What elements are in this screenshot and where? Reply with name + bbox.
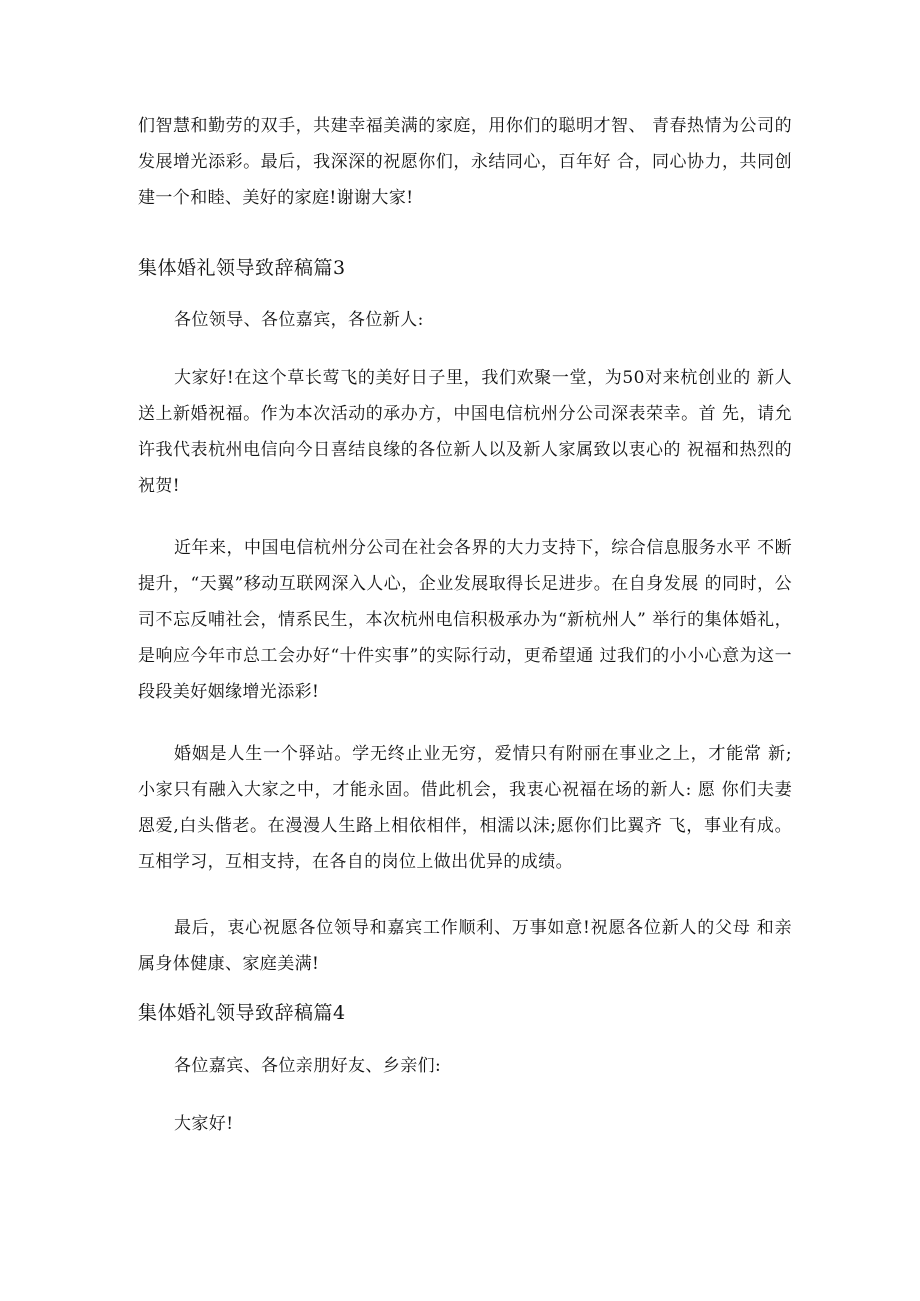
continuation-paragraph: 们智慧和勤劳的双手，共建幸福美满的家庭，用你们的聪明才智、 青春热情为公司的发展增光添彩。最后，我深深的祝愿你们，永结同心，百年好 合，同心协力，共同创建一个和睦、美好的家庭!谢谢大家! bbox=[138, 116, 792, 208]
section-4-salutation: 各位嘉宾、各位亲朋好友、乡亲们: bbox=[174, 1056, 442, 1076]
section-3-paragraph-4: 最后，衷心祝愿各位领导和嘉宾工作顺利、万事如意!祝愿各位新人的父母 和亲属身体健康、家庭美满! bbox=[138, 918, 792, 974]
section-3-salutation: 各位领导、各位嘉宾，各位新人: bbox=[174, 310, 424, 330]
section-3-paragraph-3: 婚姻是人生一个驿站。学无终止业无穷，爱情只有附丽在事业之上，才能常 新;小家只有融入大家之中，才能永固。借此机会，我衷心祝福在场的新人: 愿 你们夫妻恩爱,白头偕老。在漫漫人生路上相依相伴，相濡以沫;愿你们比翼齐 飞，事业有成。互相学习，互相支持，在各自的岗位上做出优异的成绩。 bbox=[138, 744, 792, 872]
section-3-paragraph-1: 大家好!在这个草长莺飞的美好日子里，我们欢聚一堂，为50对来杭创业的 新人送上新婚祝福。作为本次活动的承办方，中国电信杭州分公司深表荣幸。首 先，请允许我代表杭州电信向今日喜结良缘的各位新人以及新人家属致以衷心的 祝福和热烈的祝贺! bbox=[138, 368, 792, 496]
section-3-heading: 集体婚礼领导致辞稿篇3 bbox=[138, 257, 346, 279]
section-3-paragraph-2: 近年来，中国电信杭州分公司在社会各界的大力支持下，综合信息服务水平 不断提升，“天翼”移动互联网深入人心，企业发展取得长足进步。在自身发展 的同时，公司不忘反哺社会，情系民生，本次杭州电信积极承办为“新杭州人” 举行的集体婚礼，是响应今年市总工会办好“十件实事”的实际行动，更希望通 过我们的小小心意为这一段段美好姻缘增光添彩! bbox=[138, 538, 792, 702]
section-4-paragraph-1: 大家好! bbox=[174, 1114, 234, 1134]
section-4-heading: 集体婚礼领导致辞稿篇4 bbox=[138, 1002, 346, 1024]
